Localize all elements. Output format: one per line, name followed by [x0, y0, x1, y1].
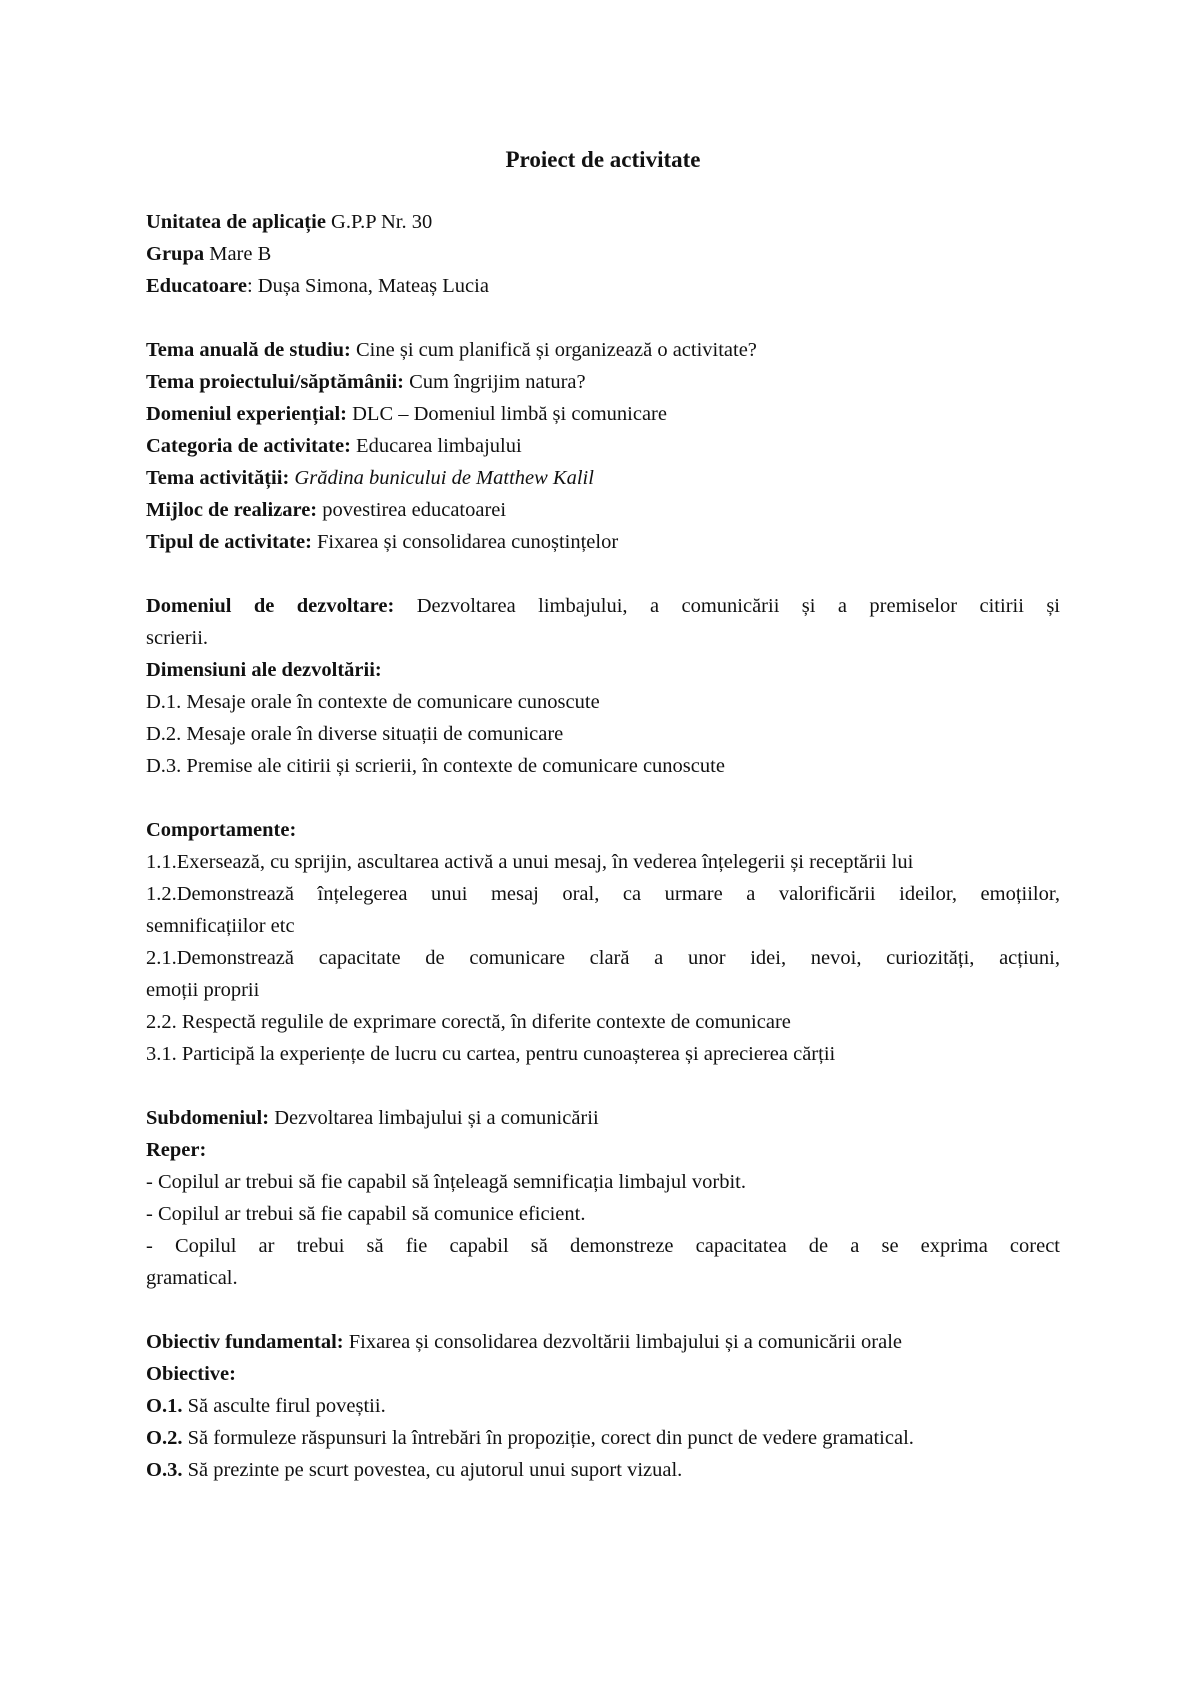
reper-item: - Copilul ar trebui să fie capabil să demonstreze capacitatea de a se exprima corect [146, 1235, 1060, 1257]
tema-proiect-label: Tema proiectului/săptămânii: [146, 371, 404, 393]
unitate-label: Unitatea de aplicație [146, 211, 326, 233]
mijloc-label: Mijloc de realizare: [146, 499, 318, 521]
reper-item: - Copilul ar trebui să fie capabil să comunice eficient. [146, 1203, 586, 1225]
tipul-value: Fixarea și consolidarea cunoștințelor [311, 531, 619, 553]
educatoare-value: : Dușa Simona, Mateaș Lucia [246, 275, 489, 297]
obiectiv-fundamental-label: Obiectiv fundamental: [146, 1331, 344, 1353]
obiectiv-code: O.2. [146, 1427, 183, 1449]
obiectiv-text: Să prezinte pe scurt povestea, cu ajutorul unui suport vizual. [182, 1459, 683, 1481]
reper-label: Reper: [146, 1139, 207, 1161]
domeniul-dezvoltare-cont: scrierii. [146, 627, 209, 649]
unitate-value: G.P.P Nr. 30 [325, 211, 433, 233]
obiectiv-fundamental-value: Fixarea și consolidarea dezvoltării limbajului și a comunicării orale [343, 1331, 903, 1353]
tema-activ-label: Tema activității: [146, 467, 290, 489]
reper-item-cont: gramatical. [146, 1267, 238, 1289]
document-title: Proiect de activitate [505, 147, 701, 172]
reper-item: - Copilul ar trebui să fie capabil să înțeleagă semnificația limbajul vorbit. [146, 1171, 746, 1193]
obiectiv-text: Să formuleze răspunsuri la întrebări în propoziție, corect din punct de vedere gramatical. [182, 1427, 914, 1449]
tema-proiect-line [146, 366, 1060, 398]
educatoare-label: Educatoare [146, 275, 247, 297]
mijloc-line [146, 494, 1060, 526]
comportament-item: 2.2. Respectă regulile de exprimare corectă, în diferite contexte de comunicare [146, 1011, 791, 1033]
comportament-item: 2.1.Demonstrează capacitate de comunicare clară a unor idei, nevoi, curiozități, acțiuni, [146, 947, 1060, 969]
grupa-value: Mare B [204, 243, 272, 265]
obiective-label: Obiective: [146, 1363, 236, 1385]
obiective-heading [146, 1358, 1060, 1390]
mijloc-value: povestirea educatoarei [317, 499, 507, 521]
tema-activ-value: Grădina bunicului de Matthew Kalil [289, 467, 594, 489]
comportament-item: 1.1.Exersează, cu sprijin, ascultarea activă a unui mesaj, în vederea înțelegerii și receptării lui [146, 851, 914, 873]
dimensiuni-heading [146, 654, 1060, 686]
subdomeniu-line [146, 1102, 1060, 1134]
obiectiv-item [146, 1390, 1060, 1422]
domeniul-exp-line [146, 398, 1060, 430]
reper-heading [146, 1134, 1060, 1166]
tema-activ-line [146, 462, 1060, 494]
dimensiuni-label: Dimensiuni ale dezvoltării: [146, 659, 382, 681]
dimensiune-item: D.2. Mesaje orale în diverse situații de comunicare [146, 723, 564, 745]
domeniul-exp-value: DLC – Domeniul limbă și comunicare [347, 403, 667, 425]
dimensiune-item: D.1. Mesaje orale în contexte de comunicare cunoscute [146, 691, 600, 713]
tema-anuala-value: Cine și cum planifică și organizează o activitate? [350, 339, 757, 361]
categoria-label: Categoria de activitate: [146, 435, 351, 457]
tipul-line [146, 526, 1060, 558]
tipul-label: Tipul de activitate: [146, 531, 312, 553]
comportamente-label: Comportamente: [146, 819, 297, 841]
domeniul-exp-label: Domeniul experiențial: [146, 403, 347, 425]
comportament-item: 3.1. Participă la experiențe de lucru cu cartea, pentru cunoașterea și aprecierea cărții [146, 1043, 836, 1065]
obiectiv-item [146, 1422, 1060, 1454]
subdomeniu-value: Dezvoltarea limbajului și a comunicării [269, 1107, 599, 1129]
obiectiv-code: O.1. [146, 1395, 183, 1417]
educatoare-line [146, 270, 1060, 302]
subdomeniu-label: Subdomeniul: [146, 1107, 270, 1129]
comportament-item-cont: emoții proprii [146, 979, 260, 1001]
obiectiv-fundamental-line [146, 1326, 1060, 1358]
categoria-line [146, 430, 1060, 462]
domeniul-dezvoltare-line [146, 590, 1060, 622]
tema-proiect-value: Cum îngrijim natura? [403, 371, 586, 393]
obiectiv-text: Să asculte firul poveștii. [182, 1395, 386, 1417]
grupa-label: Grupa [146, 243, 205, 265]
unitate-line [146, 206, 1060, 238]
dimensiune-item: D.3. Premise ale citirii și scrierii, în contexte de comunicare cunoscute [146, 755, 725, 777]
comportament-item-cont: semnificațiilor etc [146, 915, 295, 937]
domeniul-dezvoltare-label: Domeniul de dezvoltare: [146, 595, 395, 617]
categoria-value: Educarea limbajului [350, 435, 522, 457]
obiectiv-item [146, 1454, 1060, 1486]
domeniul-dezvoltare-value: Dezvoltarea limbajului, a comunicării și a premiselor citirii și [394, 595, 1061, 617]
tema-anuala-label: Tema anuală de studiu: [146, 339, 351, 361]
comportament-item: 1.2.Demonstrează înțelegerea unui mesaj oral, ca urmare a valorificării ideilor, emoțiilor, [146, 883, 1060, 905]
grupa-line [146, 238, 1060, 270]
tema-anuala-line [146, 334, 1060, 366]
comportamente-heading [146, 814, 1060, 846]
obiectiv-code: O.3. [146, 1459, 183, 1481]
